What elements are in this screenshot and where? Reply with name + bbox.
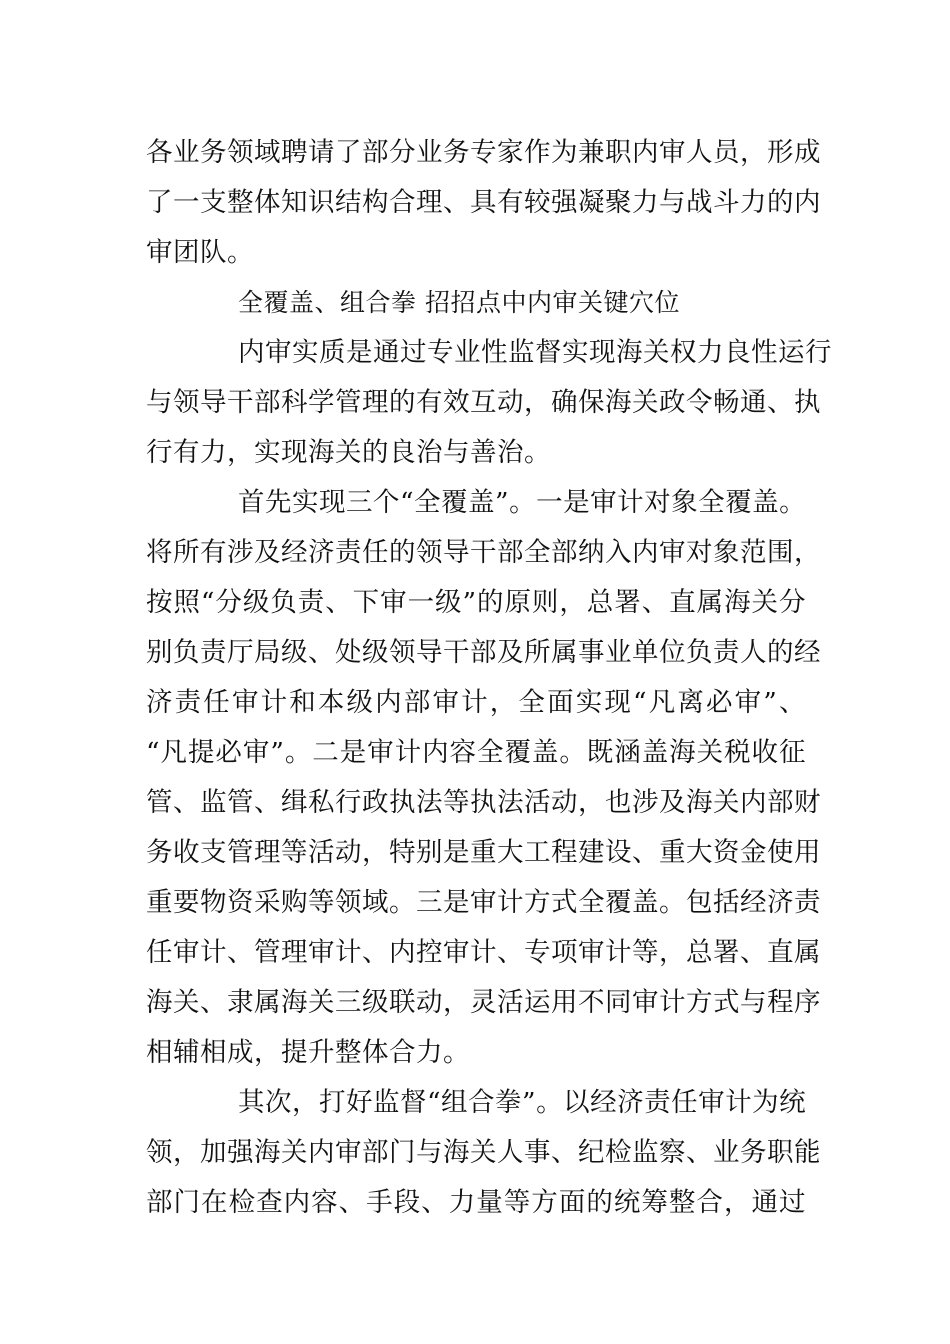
text-line: 其次，打好监督“组合拳”。以经济责任审计为统 [238, 1087, 807, 1118]
text-line: 重要物资采购等领域。三是审计方式全覆盖。包括经济责 [146, 887, 821, 918]
text-line: 别负责厅局级、处级领导干部及所属事业单位负责人的经 [146, 637, 821, 668]
text-line: 行有力，实现海关的良治与善治。 [146, 437, 551, 468]
text-line: 部门在检查内容、手段、力量等方面的统筹整合，通过 [146, 1187, 806, 1218]
text-line: 首先实现三个“全覆盖”。一是审计对象全覆盖。 [238, 487, 807, 518]
text-line: 管、监管、缉私行政执法等执法活动，也涉及海关内部财 [146, 787, 821, 818]
text-line: 与领导干部科学管理的有效互动，确保海关政令畅通、执 [146, 387, 821, 418]
section-heading: 全覆盖、组合拳 招招点中内审关键穴位 [238, 288, 680, 317]
text-line: 海关、隶属海关三级联动，灵活运用不同审计方式与程序 [146, 987, 821, 1018]
text-line: 了一支整体知识结构合理、具有较强凝聚力与战斗力的内 [146, 187, 821, 218]
text-line: 济责任审计和本级内部审计，全面实现“凡离必审”、 [146, 687, 806, 718]
text-line: 按照“分级负责、下审一级”的原则，总署、直属海关分 [146, 587, 806, 618]
text-line: 将所有涉及经济责任的领导干部全部纳入内审对象范围， [146, 537, 821, 568]
text-line: “凡提必审”。二是审计内容全覆盖。既涵盖海关税收征 [146, 737, 806, 768]
text-line: 相辅相成，提升整体合力。 [146, 1037, 470, 1068]
text-line: 审团队。 [146, 237, 254, 268]
text-line: 务收支管理等活动，特别是重大工程建设、重大资金使用 [146, 837, 821, 868]
text-line: 各业务领域聘请了部分业务专家作为兼职内审人员，形成 [146, 137, 821, 168]
text-line: 任审计、管理审计、内控审计、专项审计等，总署、直属 [146, 937, 821, 968]
text-line: 领，加强海关内审部门与海关人事、纪检监察、业务职能 [146, 1137, 821, 1168]
text-line: 内审实质是通过专业性监督实现海关权力良性运行 [238, 337, 832, 368]
